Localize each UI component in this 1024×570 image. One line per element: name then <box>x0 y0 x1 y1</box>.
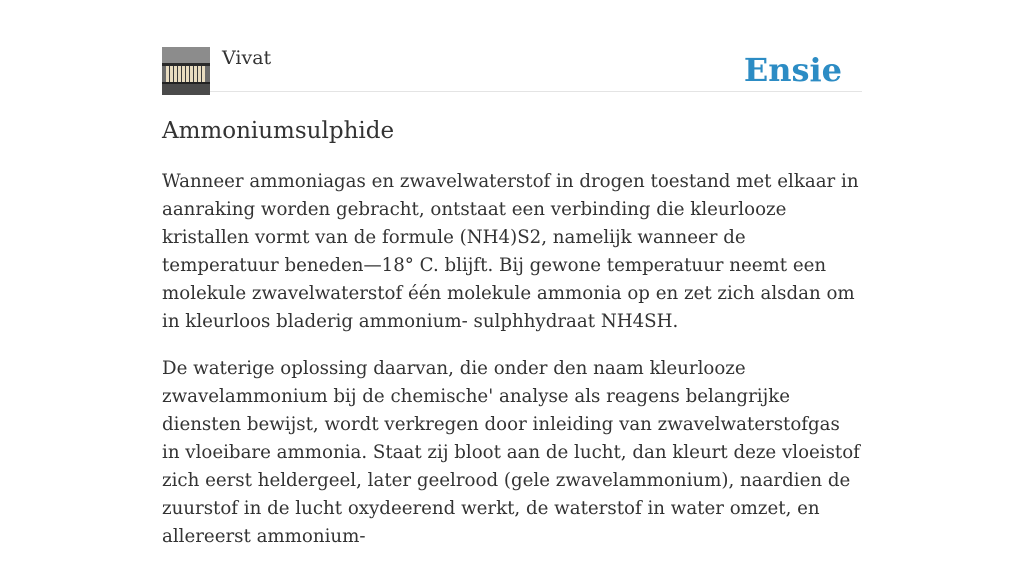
header <box>162 0 862 92</box>
bookshelf-avatar-icon[interactable] <box>162 47 210 95</box>
brand-logo[interactable]: Ensie <box>743 51 842 89</box>
page <box>162 0 862 547</box>
bookshelf-icon <box>162 47 210 95</box>
article-body <box>162 168 862 570</box>
article-paragraph: Wanneer ammoniagas en zwavelwaterstof in drogen toestand met elkaar in aanraking worden gebracht, ontstaat een verbinding die kleurlooze kristallen vormt van de formule (NH4)S2, namelijk wanneer de temperatuur beneden—18° C. blijft. Bij gewone temperatuur neemt een molekule zwavelwaterstof één molekule ammonia op en zet zich alsdan om in kleurloos bladerig ammonium- sulphhydraat NH4SH. <box>162 171 859 332</box>
page-title: Ammoniumsulphide <box>162 118 395 144</box>
author-name[interactable]: Vivat <box>222 47 272 69</box>
article-paragraph: De waterige oplossing daarvan, die onder den naam kleurlooze zwavelammonium bij de chemische' analyse als reagens belangrijke diensten bewijst, wordt verkregen door inleiding van zwavelwaterstofgas in vloeibare ammonia. Staat zij bloot aan de lucht, dan kleurt deze vloeistof zich eerst heldergeel, later geelrood (gele zwavelammonium), naardien de zuurstof in de lucht oxydeerend werkt, de waterstof in water omzet, en allereerst ammonium- <box>162 358 860 547</box>
